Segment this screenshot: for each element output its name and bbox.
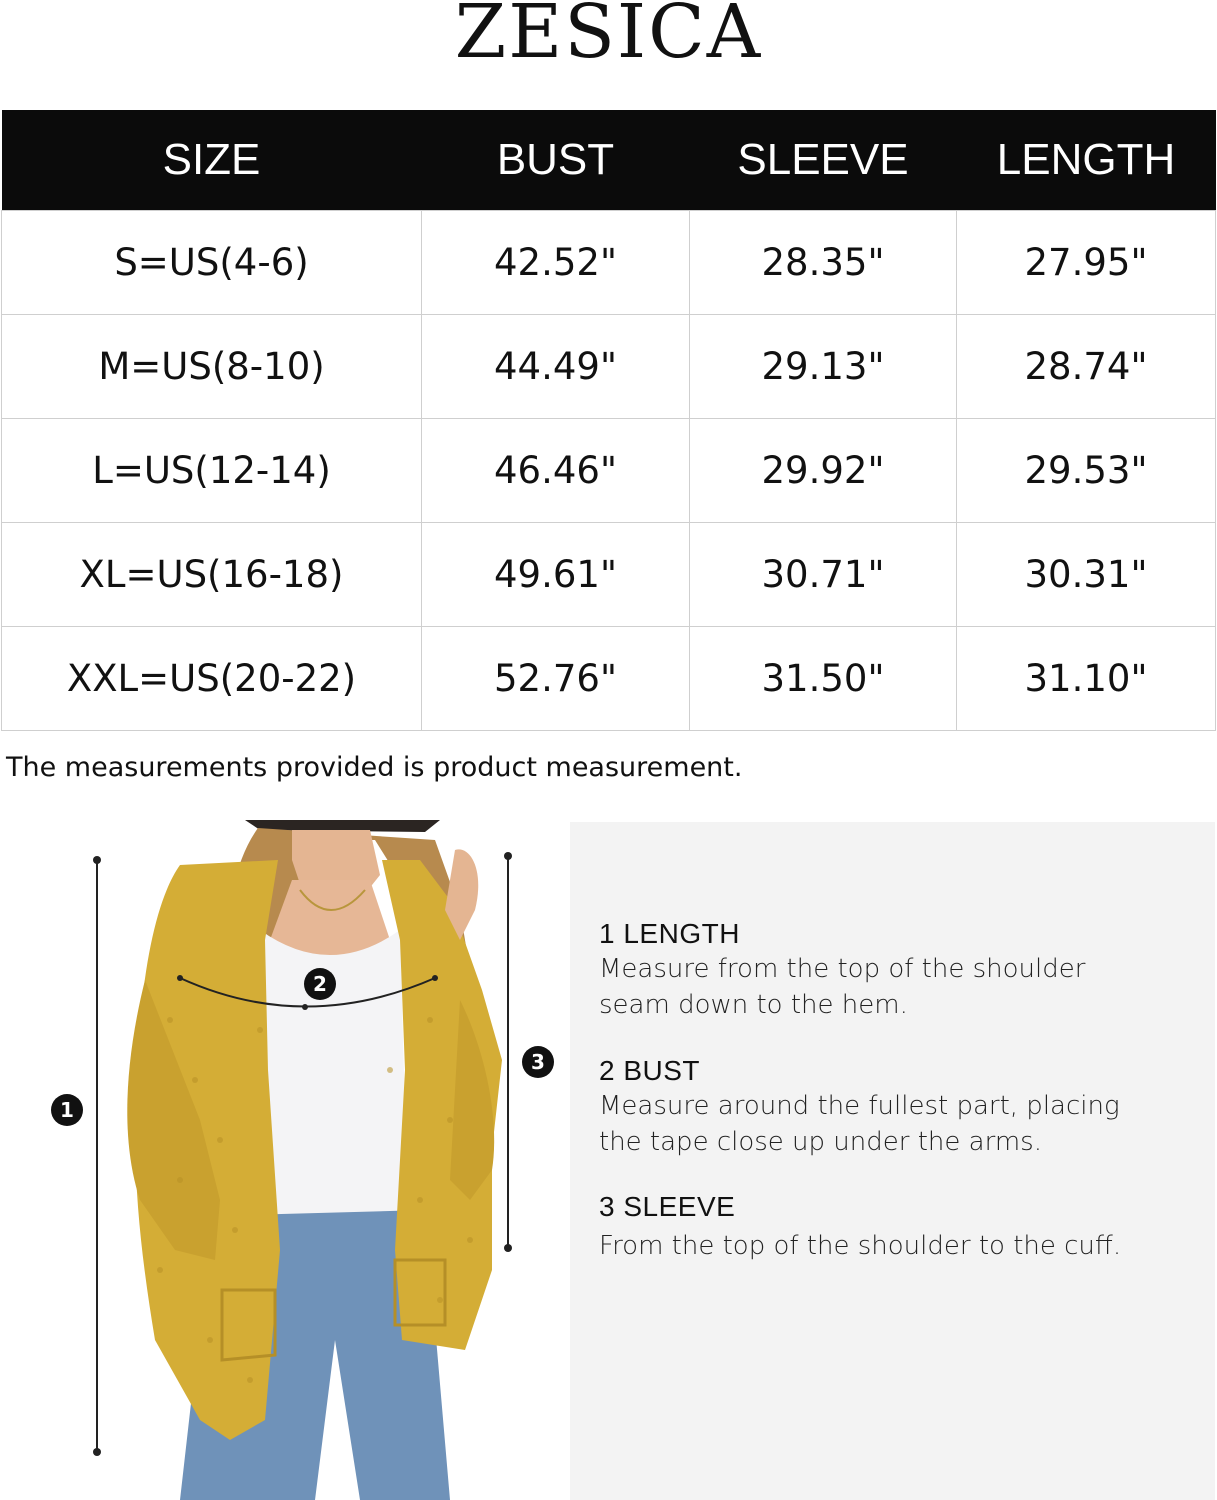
bust-cell: 42.52" bbox=[422, 211, 690, 315]
size-cell: XXL=US(20-22) bbox=[2, 627, 422, 731]
marker-3-icon bbox=[522, 1046, 554, 1078]
guide-title-length: 1 LENGTH bbox=[599, 918, 740, 949]
sleeve-cell: 28.35" bbox=[690, 211, 957, 315]
sleeve-cell: 29.13" bbox=[690, 315, 957, 419]
table-row bbox=[2, 211, 1216, 315]
bust-cell: 46.46" bbox=[422, 419, 690, 523]
guide-desc-bust-line1: Measure around the fullest part, placing bbox=[599, 1091, 1120, 1121]
svg-text:2: 2 bbox=[313, 972, 327, 996]
header-size: SIZE bbox=[2, 110, 422, 211]
guide-item-sleeve bbox=[599, 1190, 1199, 1264]
sleeve-cell: 29.92" bbox=[690, 419, 957, 523]
measurement-guide-panel bbox=[570, 822, 1215, 1500]
length-cell: 29.53" bbox=[957, 419, 1216, 523]
marker-1-icon bbox=[51, 1094, 83, 1126]
length-cell: 31.10" bbox=[957, 627, 1216, 731]
table-row bbox=[2, 315, 1216, 419]
bust-cell: 44.49" bbox=[422, 315, 690, 419]
header-sleeve: SLEEVE bbox=[690, 110, 957, 211]
length-cell: 27.95" bbox=[957, 211, 1216, 315]
size-cell: M=US(8-10) bbox=[2, 315, 422, 419]
header-length: LENGTH bbox=[957, 110, 1216, 211]
product-photo bbox=[30, 820, 570, 1500]
brand-logo: ZESICA bbox=[454, 0, 763, 75]
bust-cell: 49.61" bbox=[422, 523, 690, 627]
size-cell: XL=US(16-18) bbox=[2, 523, 422, 627]
guide-title-sleeve: 3 SLEEVE bbox=[599, 1191, 736, 1222]
guide-title-bust: 2 BUST bbox=[599, 1055, 701, 1086]
size-cell: S=US(4-6) bbox=[2, 211, 422, 315]
guide-item-length bbox=[599, 917, 1199, 1023]
length-cell: 28.74" bbox=[957, 315, 1216, 419]
marker-2-icon bbox=[304, 968, 336, 1000]
table-row bbox=[2, 627, 1216, 731]
size-chart-table bbox=[1, 110, 1216, 731]
guide-desc-length-line2: seam down to the hem. bbox=[599, 990, 908, 1020]
svg-text:3: 3 bbox=[531, 1050, 545, 1074]
table-row bbox=[2, 419, 1216, 523]
guide-item-bust bbox=[599, 1054, 1199, 1160]
guide-desc-bust-line2: the tape close up under the arms. bbox=[599, 1127, 1042, 1157]
svg-text:1: 1 bbox=[60, 1098, 74, 1122]
table-row bbox=[2, 523, 1216, 627]
bust-cell: 52.76" bbox=[422, 627, 690, 731]
guide-desc-length-line1: Measure from the top of the shoulder bbox=[599, 954, 1086, 984]
sleeve-cell: 30.71" bbox=[690, 523, 957, 627]
measurement-note: The measurements provided is product measurement. bbox=[6, 752, 743, 783]
sleeve-cell: 31.50" bbox=[690, 627, 957, 731]
size-cell: L=US(12-14) bbox=[2, 419, 422, 523]
table-header-row bbox=[2, 110, 1216, 211]
length-cell: 30.31" bbox=[957, 523, 1216, 627]
guide-desc-sleeve-line1: From the top of the shoulder to the cuff. bbox=[599, 1231, 1122, 1261]
header-bust: BUST bbox=[422, 110, 690, 211]
